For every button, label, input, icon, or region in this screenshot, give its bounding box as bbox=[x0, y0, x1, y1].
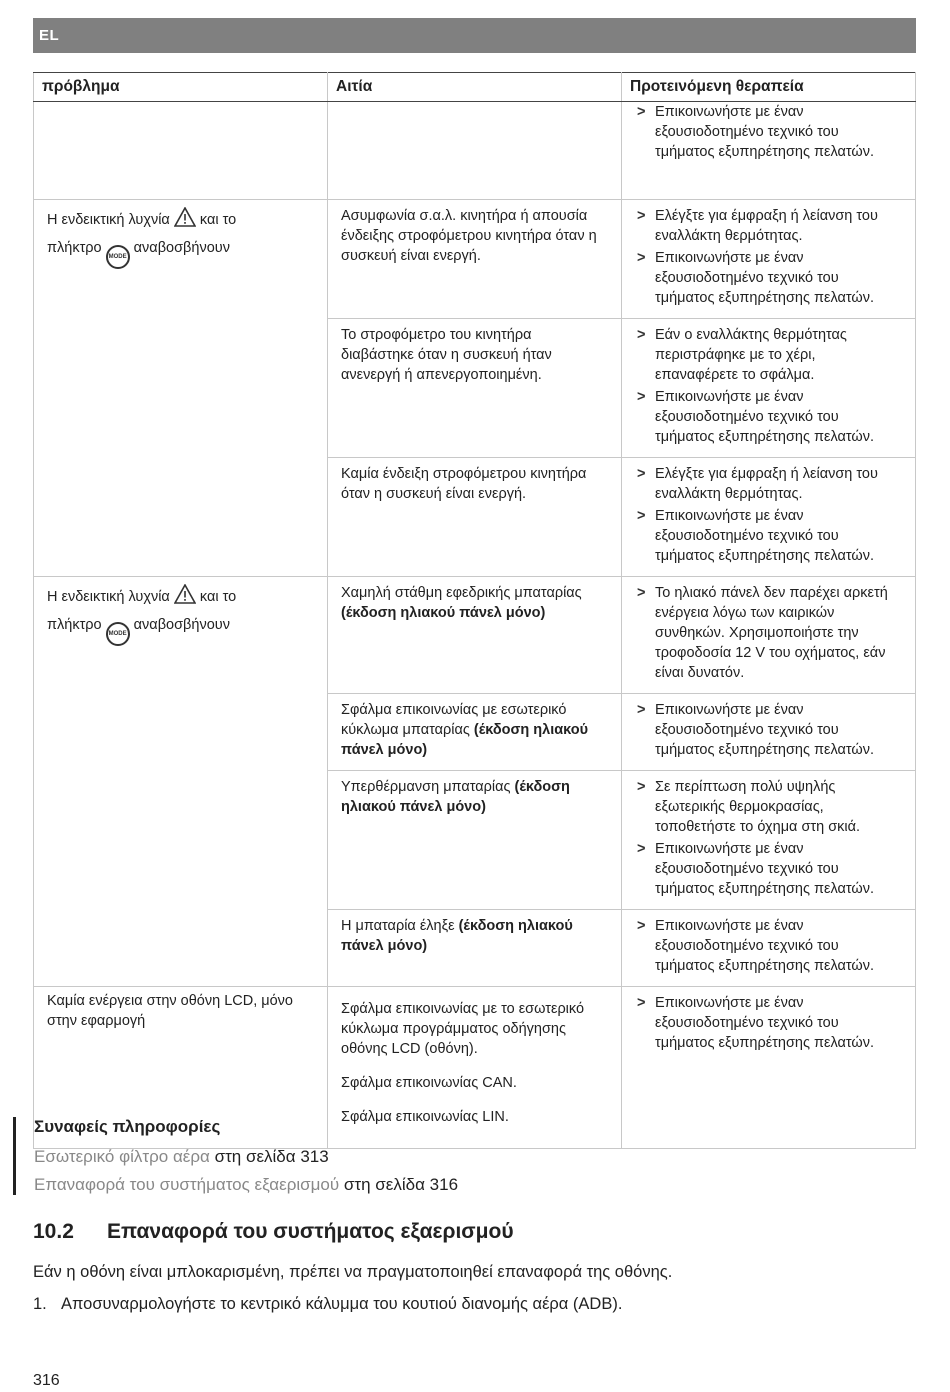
remedy-cell bbox=[622, 319, 916, 458]
problem-cell: Καμία ενέργεια στην οθόνη LCD, μόνο στην εφαρμογή bbox=[34, 987, 328, 1149]
remedy-cell bbox=[622, 771, 916, 910]
remedy-item: > Επικοινωνήστε με έναν εξουσιοδοτημένο τεχνικό του τμήματος εξυπηρέτησης πελατών. bbox=[635, 839, 902, 899]
related-link-page: στη σελίδα 316 bbox=[343, 1175, 459, 1194]
remedy-cell bbox=[622, 458, 916, 577]
related-link[interactable] bbox=[34, 1143, 713, 1171]
header-remedy: Προτεινόμενη θεραπεία bbox=[622, 73, 916, 102]
cause-text: Η μπαταρία έληξε bbox=[341, 918, 455, 934]
cause-cell bbox=[328, 102, 622, 200]
remedy-item: > Ελέγξτε για έμφραξη ή λείανση του εναλλάκτη θερμότητας. bbox=[635, 206, 902, 246]
warning-triangle-icon bbox=[174, 207, 196, 227]
mode-button-icon: MODE bbox=[106, 622, 130, 646]
cause-text: Σφάλμα επικοινωνίας με το εσωτερικό κύκλωμα προγράμματος οδήγησης οθόνης LCD (οθόνη). bbox=[341, 1001, 585, 1057]
remedy-cell bbox=[622, 200, 916, 319]
related-link-page: στη σελίδα 313 bbox=[214, 1147, 329, 1166]
step-item bbox=[33, 1295, 622, 1314]
cause-text: Σφάλμα επικοινωνίας CAN. bbox=[341, 1075, 517, 1091]
header-problem: πρόβλημα bbox=[34, 73, 328, 102]
cause-text: Σφάλμα επικοινωνίας LIN. bbox=[341, 1109, 509, 1125]
remedy-item: > Ελέγξτε για έμφραξη ή λείανση του εναλλάκτη θερμότητας. bbox=[635, 464, 902, 504]
step-text: Αποσυναρμολογήστε το κεντρικό κάλυμμα του κουτιού διανομής αέρα (ADB). bbox=[61, 1295, 623, 1313]
cause-cell bbox=[328, 694, 622, 771]
related-info-title: Συναφείς πληροφορίες bbox=[34, 1117, 221, 1136]
remedy-item: > Επικοινωνήστε με έναν εξουσιοδοτημένο τεχνικό του τμήματος εξυπηρέτησης πελατών. bbox=[635, 506, 902, 566]
cause-note: (έκδοση ηλιακού πάνελ μόνο) bbox=[341, 722, 589, 758]
table-row bbox=[34, 102, 916, 200]
problem-cell bbox=[34, 577, 328, 987]
related-link[interactable] bbox=[34, 1171, 713, 1199]
remedy-item: > Εάν ο εναλλάκτης θερμότητας περιστράφηκε με το χέρι, επαναφέρετε το σφάλμα. bbox=[635, 325, 902, 385]
problem-text: Η ενδεικτική λυχνία bbox=[47, 212, 170, 228]
remedy-item: > Σε περίπτωση πολύ υψηλής εξωτερικής θερμοκρασίας, τοποθετήστε το όχημα στη σκιά. bbox=[635, 777, 902, 837]
remedy-item: > Επικοινωνήστε με έναν εξουσιοδοτημένο τεχνικό του τμήματος εξυπηρέτησης πελατών. bbox=[635, 916, 902, 976]
remedy-cell bbox=[622, 910, 916, 987]
problem-text: αναβοσβήνουν bbox=[133, 240, 230, 256]
remedy-item: > Επικοινωνήστε με έναν εξουσιοδοτημένο τεχνικό του τμήματος εξυπηρέτησης πελατών. bbox=[635, 387, 902, 447]
section-heading bbox=[33, 1220, 514, 1244]
language-bar bbox=[33, 18, 916, 53]
problem-text: αναβοσβήνουν bbox=[133, 617, 230, 633]
remedy-item: > Επικοινωνήστε με έναν εξουσιοδοτημένο τεχνικό του τμήματος εξυπηρέτησης πελατών. bbox=[635, 248, 902, 308]
cause-note: (έκδοση ηλιακού πάνελ μόνο) bbox=[341, 918, 573, 954]
remedy-item: > Επικοινωνήστε με έναν εξουσιοδοτημένο τεχνικό του τμήματος εξυπηρέτησης πελατών. bbox=[635, 700, 902, 760]
page-number: 316 bbox=[33, 1372, 60, 1389]
cause-text: Υπερθέρμανση μπαταρίας bbox=[341, 779, 511, 795]
remedy-item: > Το ηλιακό πάνελ δεν παρέχει αρκετή ενέργεια λόγω των καιρικών συνθηκών. Χρησιμοποιήστε την τροφοδοσία 12 V του οχήματος, εάν είναι δυνατόν. bbox=[635, 583, 902, 683]
body-paragraph: Εάν η οθόνη είναι μπλοκαρισμένη, πρέπει να πραγματοποιηθεί επαναφορά της οθόνης. bbox=[33, 1263, 673, 1281]
cause-note: (έκδοση ηλιακού πάνελ μόνο) bbox=[341, 779, 570, 815]
cause-cell: Το στροφόμετρο του κινητήρα διαβάστηκε όταν η συσκευή ήταν ανενεργή ή απενεργοποιημένη. bbox=[328, 319, 622, 458]
problem-text: Η ενδεικτική λυχνία bbox=[47, 589, 170, 605]
problem-text: και το bbox=[199, 589, 237, 605]
remedy-cell bbox=[622, 577, 916, 694]
cause-cell bbox=[328, 771, 622, 910]
remedy-cell bbox=[622, 102, 916, 200]
header-cause: Αιτία bbox=[328, 73, 622, 102]
cause-text: Χαμηλή στάθμη εφεδρικής μπαταρίας bbox=[341, 585, 582, 601]
cause-cell bbox=[328, 910, 622, 987]
step-number: 1. bbox=[33, 1295, 47, 1313]
table-row bbox=[34, 200, 916, 319]
remedy-item: > Επικοινωνήστε με έναν εξουσιοδοτημένο τεχνικό του τμήματος εξυπηρέτησης πελατών. bbox=[635, 102, 902, 162]
remedy-item: > Επικοινωνήστε με έναν εξουσιοδοτημένο τεχνικό του τμήματος εξυπηρέτησης πελατών. bbox=[635, 993, 902, 1053]
related-info bbox=[13, 1117, 713, 1195]
section-number: 10.2 bbox=[33, 1220, 74, 1243]
problem-text: και το bbox=[199, 212, 237, 228]
related-link-text[interactable]: Εσωτερικό φίλτρο αέρα bbox=[34, 1147, 210, 1166]
cause-text: Σφάλμα επικοινωνίας με εσωτερικό κύκλωμα μπαταρίας bbox=[341, 702, 567, 738]
remedy-cell bbox=[622, 694, 916, 771]
problem-text: πλήκτρο bbox=[47, 240, 102, 256]
problem-cell bbox=[34, 102, 328, 200]
language-label: EL bbox=[39, 27, 60, 44]
related-link-text[interactable]: Επαναφορά του συστήματος εξαερισμού bbox=[34, 1175, 340, 1194]
table-row bbox=[34, 577, 916, 694]
problem-cell bbox=[34, 200, 328, 577]
cause-cell bbox=[328, 577, 622, 694]
problem-text: πλήκτρο bbox=[47, 617, 102, 633]
warning-triangle-icon bbox=[174, 584, 196, 604]
table-header-row bbox=[34, 73, 916, 102]
cause-note: (έκδοση ηλιακού πάνελ μόνο) bbox=[341, 605, 546, 621]
section-title: Επαναφορά του συστήματος εξαερισμού bbox=[107, 1220, 514, 1243]
troubleshooting-table bbox=[33, 72, 916, 1149]
mode-button-icon: MODE bbox=[106, 245, 130, 269]
cause-cell: Καμία ένδειξη στροφόμετρου κινητήρα όταν η συσκευή είναι ενεργή. bbox=[328, 458, 622, 577]
cause-cell: Ασυμφωνία σ.α.λ. κινητήρα ή απουσία ένδειξης στροφόμετρου κινητήρα όταν η συσκευή είναι ενεργή. bbox=[328, 200, 622, 319]
